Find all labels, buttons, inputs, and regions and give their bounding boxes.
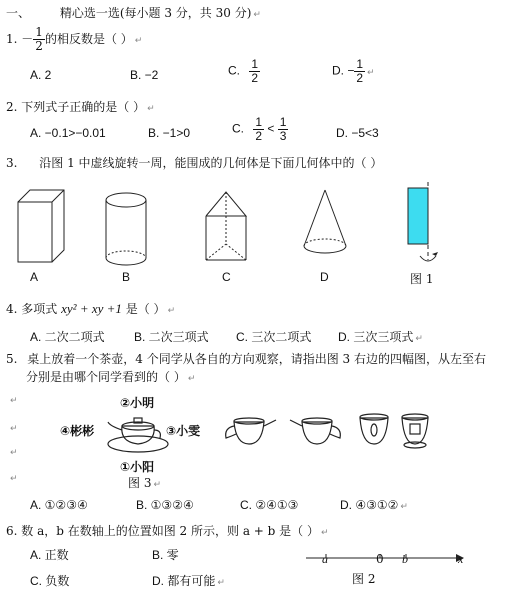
q2-c-op: <: [267, 121, 275, 136]
q2-c-frac2: [278, 116, 289, 143]
q1-d-num: 1: [356, 57, 364, 71]
q5-stem2: 分别是由哪个同学看到的（ ）: [26, 370, 186, 384]
q5-number: 5.: [6, 352, 18, 366]
question-3-stem: [6, 154, 382, 171]
q4-option-b: B. 二次三项式: [134, 330, 209, 344]
q4-polynomial: xy² + xy +1: [61, 301, 122, 316]
q2-option-c: [232, 116, 288, 143]
q6-option-d: D. 都有可能 ↵: [152, 574, 225, 588]
q2-number: 2.: [6, 100, 18, 114]
q1-c-fraction: [249, 58, 260, 85]
q1-option-d: D. − $\frac{1}{2}$ ↵: [332, 57, 375, 85]
teapot-view-3-icon: [360, 414, 388, 444]
number-line-figure: [300, 544, 500, 574]
q4-option-d: D. 三次三项式 ↵: [338, 330, 423, 344]
cone-shape: [304, 190, 346, 253]
q2-c-d2: 3: [279, 129, 287, 143]
figure2-caption: 图 2: [352, 572, 376, 586]
q3-label-b: B: [122, 270, 131, 284]
q5-d-text: D. ④③①②: [340, 498, 399, 512]
q4-option-c: C. 三次二项式: [236, 330, 312, 344]
q1-option-b: B. −2: [130, 68, 159, 82]
axis-label-b: b: [402, 552, 408, 566]
axis-label-x: x: [458, 552, 464, 566]
q4-option-a: A. 二次二项式: [30, 330, 105, 344]
q5-option-a: A. ①②③④: [30, 498, 88, 512]
q1-c-den: 2: [251, 71, 259, 85]
q4-stem-prefix: 多项式: [21, 302, 58, 316]
cuboid-shape: [18, 190, 64, 262]
axis-label-a: a: [322, 552, 328, 566]
question-1-stem: 1. － $\frac{1}{2}$ 的相反数是（ ） ↵: [6, 25, 143, 53]
q1-stem-suffix: 的相反数是（ ）: [44, 32, 133, 46]
q1-frac-num: 1: [35, 25, 43, 39]
section-header: 一、 精心选一选(每小题 3 分，共 30 分) ↵: [6, 6, 261, 20]
q2-c-frac1: [253, 116, 264, 143]
q4-stem-suffix: 是（ ）: [125, 302, 166, 316]
question-5-stem-line1: [6, 350, 486, 367]
q4-number: 4.: [6, 302, 18, 316]
q1-frac-den: 2: [35, 39, 43, 53]
q6-stem: 数 a，b 在数轴上的位置如图 2 所示，则 a + b 是（ ）: [21, 524, 319, 538]
q6-option-b: B. 零: [152, 548, 179, 562]
q3-label-d: D: [320, 270, 329, 284]
q3-stem: 沿图 1 中虚线旋转一周，能围成的几何体是下面几何体中的（ ）: [39, 156, 383, 170]
question-5-stem-line2: 分别是由哪个同学看到的（ ） ↵: [26, 370, 196, 384]
axis-label-zero: 0: [376, 552, 384, 566]
label-xiaoming: ②小明: [120, 396, 155, 410]
q6-number: 6.: [6, 524, 18, 538]
q1-option-c: [228, 58, 260, 85]
figure3-caption-text: 图 3: [128, 476, 152, 490]
teapot-view-1-icon: [226, 418, 276, 444]
q1-minus: －: [21, 32, 34, 46]
q6-option-a: A. 正数: [30, 548, 69, 562]
q2-c-n2: 1: [279, 115, 287, 129]
q1-d-den: 2: [356, 71, 364, 85]
q5-stem1: 桌上放着一个茶壶，4 个同学从各自的方向观察，请指出图 3 右边的四幅图，从左至右: [27, 352, 486, 366]
q6-option-c: C. 负数: [30, 574, 70, 588]
q5-option-c: C. ②④①③: [240, 498, 299, 512]
q2-option-a: A. −0.1>−0.01: [30, 126, 106, 140]
q1-c-label: C.: [228, 63, 240, 78]
q3-label-c: C: [222, 270, 231, 284]
question-6-stem: 6. 数 a，b 在数轴上的位置如图 2 所示，则 a + b 是（ ） ↵: [6, 524, 329, 538]
q5-option-b: B. ①③②④: [136, 498, 194, 512]
q3-solids-figure: [0, 180, 510, 290]
section-title: 精心选一选(每小题 3 分，共 30 分): [59, 6, 252, 20]
label-xiaowen: ③小雯: [166, 424, 201, 438]
teapot-view-4-icon: [402, 414, 428, 448]
label-binbin: ④彬彬: [60, 424, 95, 438]
q1-d-label: D. −: [332, 63, 355, 78]
q2-c-label: C.: [232, 121, 244, 136]
q3-number: 3.: [6, 156, 18, 170]
q2-stem: 下列式子正确的是（ ）: [21, 100, 146, 114]
question-2-stem: 2. 下列式子正确的是（ ） ↵: [6, 100, 155, 114]
question-4-stem: 4. 多项式 xy² + xy +1 是（ ） ↵: [6, 301, 176, 316]
teapot-center-icon: [108, 418, 168, 452]
figure1-rectangle: [408, 182, 438, 261]
prism-shape: [206, 192, 246, 260]
q1-number: 1.: [6, 32, 18, 46]
cylinder-shape: [106, 193, 146, 265]
q3-label-a: A: [30, 270, 39, 284]
q1-option-a: A. 2: [30, 68, 52, 82]
q1-c-num: 1: [251, 57, 259, 71]
figure1-caption: 图 1: [410, 272, 434, 286]
q4-d-text: D. 三次三项式: [338, 330, 414, 344]
q5-option-d: D. ④③①② ↵: [340, 498, 408, 512]
q1-d-fraction: [354, 58, 365, 85]
q2-c-n1: 1: [255, 115, 263, 129]
teapot-view-2-icon: [290, 418, 340, 444]
q2-c-d1: 2: [255, 129, 263, 143]
section-number: 一、: [6, 6, 31, 20]
q1-fraction: [33, 26, 45, 53]
q6-d-text: D. 都有可能: [152, 574, 216, 588]
q2-option-b: B. −1>0: [148, 126, 191, 140]
label-xiaoyang: ①小阳: [120, 460, 155, 474]
figure3-caption: 图 3 ↵: [128, 476, 161, 490]
q2-option-d: D. −5<3: [336, 126, 379, 140]
